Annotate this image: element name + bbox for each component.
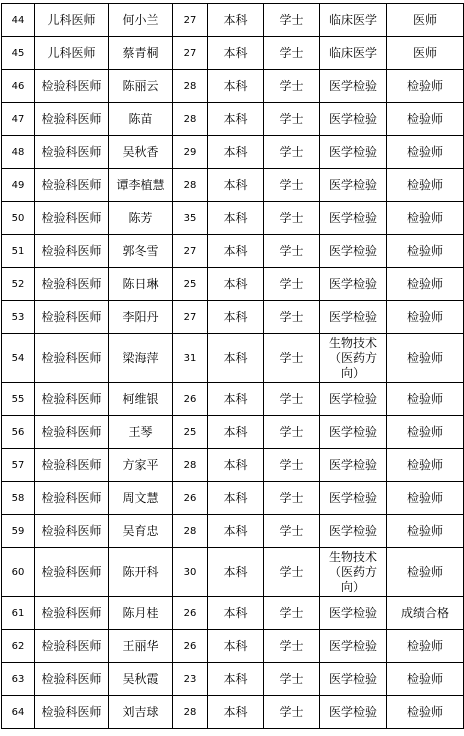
title-cell: 检验师 bbox=[387, 482, 464, 515]
name-cell: 周文慧 bbox=[109, 482, 173, 515]
row-number: 61 bbox=[2, 597, 35, 630]
title-cell: 检验师 bbox=[387, 548, 464, 597]
row-number: 46 bbox=[2, 70, 35, 103]
row-number: 59 bbox=[2, 515, 35, 548]
position-cell: 儿科医师 bbox=[35, 4, 109, 37]
table-row bbox=[2, 334, 464, 383]
degree-cell: 学士 bbox=[264, 268, 320, 301]
table-row bbox=[2, 70, 464, 103]
title-cell: 检验师 bbox=[387, 103, 464, 136]
education-cell: 本科 bbox=[208, 416, 264, 449]
education-cell: 本科 bbox=[208, 515, 264, 548]
degree-cell: 学士 bbox=[264, 136, 320, 169]
degree-cell: 学士 bbox=[264, 103, 320, 136]
title-cell: 检验师 bbox=[387, 515, 464, 548]
education-cell: 本科 bbox=[208, 136, 264, 169]
age-cell: 28 bbox=[173, 449, 208, 482]
title-cell: 检验师 bbox=[387, 268, 464, 301]
table-row bbox=[2, 37, 464, 70]
age-cell: 28 bbox=[173, 169, 208, 202]
major-cell: 医学检验 bbox=[320, 235, 387, 268]
title-cell: 检验师 bbox=[387, 663, 464, 696]
row-number: 48 bbox=[2, 136, 35, 169]
major-cell: 医学检验 bbox=[320, 663, 387, 696]
degree-cell: 学士 bbox=[264, 449, 320, 482]
title-cell: 成绩合格 bbox=[387, 597, 464, 630]
age-cell: 28 bbox=[173, 70, 208, 103]
position-cell: 检验科医师 bbox=[35, 202, 109, 235]
position-cell: 检验科医师 bbox=[35, 334, 109, 383]
degree-cell: 学士 bbox=[264, 235, 320, 268]
education-cell: 本科 bbox=[208, 334, 264, 383]
title-cell: 检验师 bbox=[387, 334, 464, 383]
position-cell: 检验科医师 bbox=[35, 515, 109, 548]
name-cell: 王琴 bbox=[109, 416, 173, 449]
degree-cell: 学士 bbox=[264, 334, 320, 383]
age-cell: 28 bbox=[173, 696, 208, 729]
major-cell: 医学检验 bbox=[320, 597, 387, 630]
title-cell: 检验师 bbox=[387, 70, 464, 103]
table-row bbox=[2, 301, 464, 334]
education-cell: 本科 bbox=[208, 383, 264, 416]
table-row bbox=[2, 663, 464, 696]
name-cell: 吴秋香 bbox=[109, 136, 173, 169]
degree-cell: 学士 bbox=[264, 70, 320, 103]
title-cell: 检验师 bbox=[387, 235, 464, 268]
major-cell: 医学检验 bbox=[320, 202, 387, 235]
education-cell: 本科 bbox=[208, 548, 264, 597]
education-cell: 本科 bbox=[208, 37, 264, 70]
row-number: 56 bbox=[2, 416, 35, 449]
major-cell: 医学检验 bbox=[320, 449, 387, 482]
row-number: 63 bbox=[2, 663, 35, 696]
name-cell: 谭李植慧 bbox=[109, 169, 173, 202]
education-cell: 本科 bbox=[208, 663, 264, 696]
name-cell: 陈日琳 bbox=[109, 268, 173, 301]
position-cell: 检验科医师 bbox=[35, 482, 109, 515]
age-cell: 25 bbox=[173, 416, 208, 449]
row-number: 47 bbox=[2, 103, 35, 136]
title-cell: 检验师 bbox=[387, 416, 464, 449]
education-cell: 本科 bbox=[208, 597, 264, 630]
degree-cell: 学士 bbox=[264, 515, 320, 548]
education-cell: 本科 bbox=[208, 235, 264, 268]
name-cell: 陈芳 bbox=[109, 202, 173, 235]
table-row bbox=[2, 202, 464, 235]
row-number: 52 bbox=[2, 268, 35, 301]
row-number: 50 bbox=[2, 202, 35, 235]
age-cell: 27 bbox=[173, 4, 208, 37]
table-row bbox=[2, 235, 464, 268]
row-number: 60 bbox=[2, 548, 35, 597]
degree-cell: 学士 bbox=[264, 4, 320, 37]
age-cell: 27 bbox=[173, 37, 208, 70]
name-cell: 陈开科 bbox=[109, 548, 173, 597]
name-cell: 郭冬雪 bbox=[109, 235, 173, 268]
age-cell: 29 bbox=[173, 136, 208, 169]
major-cell: 医学检验 bbox=[320, 383, 387, 416]
row-number: 51 bbox=[2, 235, 35, 268]
row-number: 62 bbox=[2, 630, 35, 663]
position-cell: 检验科医师 bbox=[35, 235, 109, 268]
position-cell: 检验科医师 bbox=[35, 663, 109, 696]
age-cell: 25 bbox=[173, 268, 208, 301]
major-cell: 医学检验 bbox=[320, 169, 387, 202]
name-cell: 蔡青桐 bbox=[109, 37, 173, 70]
table-row bbox=[2, 136, 464, 169]
row-number: 45 bbox=[2, 37, 35, 70]
position-cell: 检验科医师 bbox=[35, 301, 109, 334]
age-cell: 27 bbox=[173, 301, 208, 334]
row-number: 44 bbox=[2, 4, 35, 37]
table-row bbox=[2, 548, 464, 597]
roster-body bbox=[2, 4, 464, 729]
degree-cell: 学士 bbox=[264, 383, 320, 416]
name-cell: 陈苗 bbox=[109, 103, 173, 136]
table-row bbox=[2, 597, 464, 630]
position-cell: 检验科医师 bbox=[35, 169, 109, 202]
position-cell: 检验科医师 bbox=[35, 268, 109, 301]
table-row bbox=[2, 630, 464, 663]
row-number: 57 bbox=[2, 449, 35, 482]
row-number: 53 bbox=[2, 301, 35, 334]
age-cell: 26 bbox=[173, 597, 208, 630]
education-cell: 本科 bbox=[208, 70, 264, 103]
table-row bbox=[2, 383, 464, 416]
age-cell: 26 bbox=[173, 383, 208, 416]
age-cell: 31 bbox=[173, 334, 208, 383]
position-cell: 检验科医师 bbox=[35, 383, 109, 416]
title-cell: 检验师 bbox=[387, 202, 464, 235]
name-cell: 吴育忠 bbox=[109, 515, 173, 548]
degree-cell: 学士 bbox=[264, 37, 320, 70]
age-cell: 23 bbox=[173, 663, 208, 696]
name-cell: 李阳丹 bbox=[109, 301, 173, 334]
name-cell: 王丽华 bbox=[109, 630, 173, 663]
education-cell: 本科 bbox=[208, 301, 264, 334]
age-cell: 26 bbox=[173, 482, 208, 515]
name-cell: 何小兰 bbox=[109, 4, 173, 37]
major-cell: 医学检验 bbox=[320, 630, 387, 663]
education-cell: 本科 bbox=[208, 268, 264, 301]
row-number: 58 bbox=[2, 482, 35, 515]
age-cell: 30 bbox=[173, 548, 208, 597]
table-row bbox=[2, 103, 464, 136]
major-cell: 生物技术（医药方向） bbox=[320, 334, 387, 383]
position-cell: 儿科医师 bbox=[35, 37, 109, 70]
title-cell: 医师 bbox=[387, 37, 464, 70]
degree-cell: 学士 bbox=[264, 663, 320, 696]
table-row bbox=[2, 449, 464, 482]
row-number: 55 bbox=[2, 383, 35, 416]
table-row bbox=[2, 515, 464, 548]
row-number: 64 bbox=[2, 696, 35, 729]
degree-cell: 学士 bbox=[264, 696, 320, 729]
major-cell: 医学检验 bbox=[320, 696, 387, 729]
major-cell: 医学检验 bbox=[320, 268, 387, 301]
major-cell: 医学检验 bbox=[320, 416, 387, 449]
degree-cell: 学士 bbox=[264, 416, 320, 449]
name-cell: 梁海萍 bbox=[109, 334, 173, 383]
name-cell: 吴秋霞 bbox=[109, 663, 173, 696]
age-cell: 27 bbox=[173, 235, 208, 268]
major-cell: 临床医学 bbox=[320, 4, 387, 37]
title-cell: 检验师 bbox=[387, 301, 464, 334]
education-cell: 本科 bbox=[208, 696, 264, 729]
row-number: 49 bbox=[2, 169, 35, 202]
name-cell: 陈月桂 bbox=[109, 597, 173, 630]
age-cell: 35 bbox=[173, 202, 208, 235]
major-cell: 临床医学 bbox=[320, 37, 387, 70]
major-cell: 医学检验 bbox=[320, 103, 387, 136]
position-cell: 检验科医师 bbox=[35, 630, 109, 663]
education-cell: 本科 bbox=[208, 202, 264, 235]
position-cell: 检验科医师 bbox=[35, 597, 109, 630]
major-cell: 医学检验 bbox=[320, 136, 387, 169]
roster-table bbox=[1, 3, 464, 729]
position-cell: 检验科医师 bbox=[35, 103, 109, 136]
table-row bbox=[2, 169, 464, 202]
row-number: 54 bbox=[2, 334, 35, 383]
table-row bbox=[2, 416, 464, 449]
education-cell: 本科 bbox=[208, 169, 264, 202]
position-cell: 检验科医师 bbox=[35, 136, 109, 169]
education-cell: 本科 bbox=[208, 630, 264, 663]
degree-cell: 学士 bbox=[264, 169, 320, 202]
name-cell: 刘吉球 bbox=[109, 696, 173, 729]
name-cell: 陈丽云 bbox=[109, 70, 173, 103]
degree-cell: 学士 bbox=[264, 597, 320, 630]
table-row bbox=[2, 4, 464, 37]
title-cell: 检验师 bbox=[387, 630, 464, 663]
education-cell: 本科 bbox=[208, 4, 264, 37]
degree-cell: 学士 bbox=[264, 301, 320, 334]
education-cell: 本科 bbox=[208, 103, 264, 136]
position-cell: 检验科医师 bbox=[35, 449, 109, 482]
title-cell: 检验师 bbox=[387, 136, 464, 169]
degree-cell: 学士 bbox=[264, 548, 320, 597]
table-row bbox=[2, 482, 464, 515]
degree-cell: 学士 bbox=[264, 482, 320, 515]
major-cell: 医学检验 bbox=[320, 515, 387, 548]
title-cell: 检验师 bbox=[387, 449, 464, 482]
education-cell: 本科 bbox=[208, 449, 264, 482]
name-cell: 柯维银 bbox=[109, 383, 173, 416]
table-row bbox=[2, 268, 464, 301]
age-cell: 26 bbox=[173, 630, 208, 663]
major-cell: 医学检验 bbox=[320, 482, 387, 515]
title-cell: 医师 bbox=[387, 4, 464, 37]
name-cell: 方家平 bbox=[109, 449, 173, 482]
position-cell: 检验科医师 bbox=[35, 70, 109, 103]
position-cell: 检验科医师 bbox=[35, 696, 109, 729]
title-cell: 检验师 bbox=[387, 383, 464, 416]
education-cell: 本科 bbox=[208, 482, 264, 515]
table-row bbox=[2, 696, 464, 729]
position-cell: 检验科医师 bbox=[35, 548, 109, 597]
title-cell: 检验师 bbox=[387, 169, 464, 202]
degree-cell: 学士 bbox=[264, 202, 320, 235]
position-cell: 检验科医师 bbox=[35, 416, 109, 449]
age-cell: 28 bbox=[173, 103, 208, 136]
major-cell: 医学检验 bbox=[320, 301, 387, 334]
title-cell: 检验师 bbox=[387, 696, 464, 729]
major-cell: 生物技术（医药方向） bbox=[320, 548, 387, 597]
age-cell: 28 bbox=[173, 515, 208, 548]
degree-cell: 学士 bbox=[264, 630, 320, 663]
major-cell: 医学检验 bbox=[320, 70, 387, 103]
